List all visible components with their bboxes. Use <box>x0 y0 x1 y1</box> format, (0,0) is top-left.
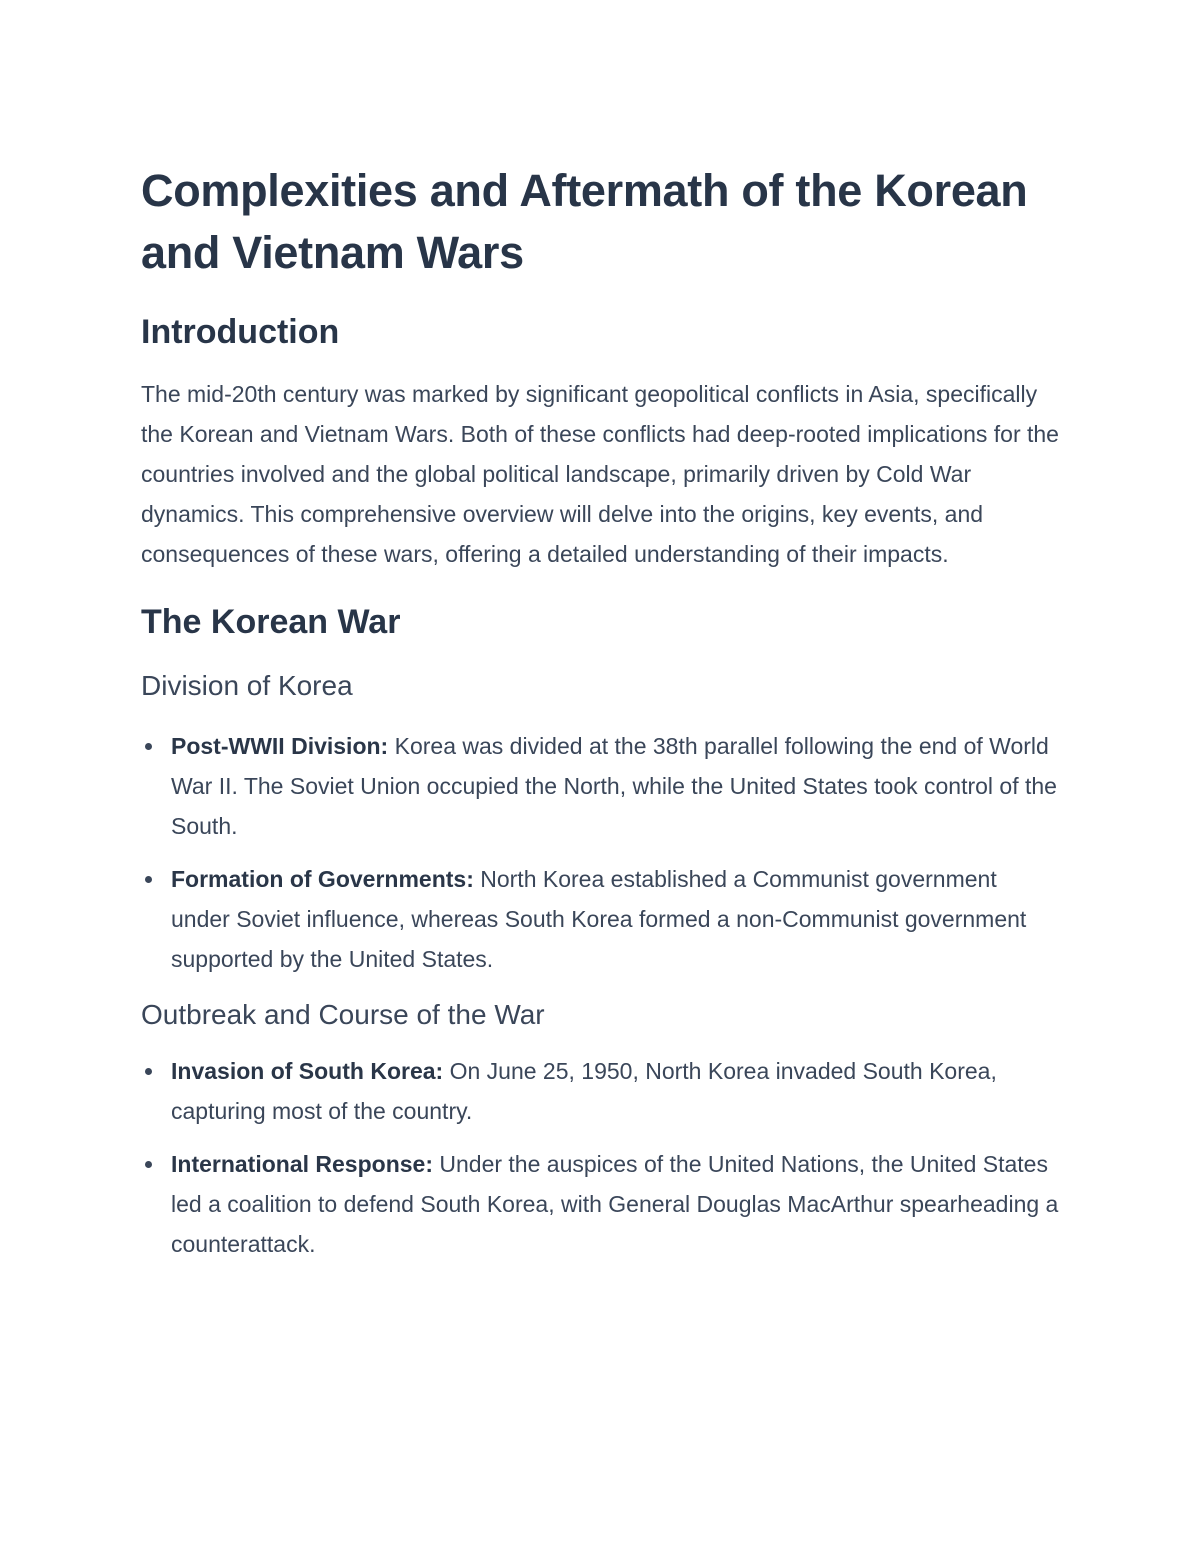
list-item-term: Post-WWII Division: <box>171 733 389 759</box>
list-item-text: On June 25, 1950, North Korea invaded South Korea, capturing most of the country. <box>171 1058 997 1124</box>
introduction-paragraph: The mid-20th century was marked by significant geopolitical conflicts in Asia, specifically the Korean and Vietnam Wars. Both of these conflicts had deep-rooted implications for the countries involved and the global political landscape, primarily driven by Cold War dynamics. This comprehensive overview will delve into the origins, key events, and consequences of these wars, offering a detailed understanding of their impacts. <box>141 381 1059 567</box>
list-item-text: Under the auspices of the United Nations, the United States led a coalition to defend South Korea, with General Douglas MacArthur spearheading a counterattack. <box>171 1151 1059 1257</box>
division-of-korea-heading: Division of Korea <box>141 670 353 701</box>
document-page <box>141 160 1061 1264</box>
introduction-heading: Introduction <box>141 313 340 351</box>
korean-war-heading: The Korean War <box>141 603 401 641</box>
outbreak-list <box>141 1051 1061 1264</box>
bullet-icon <box>145 743 152 750</box>
outbreak-heading: Outbreak and Course of the War <box>141 999 545 1030</box>
list-item-term: Invasion of South Korea: <box>171 1058 444 1084</box>
list-item-text: Korea was divided at the 38th parallel following the end of World War II. The Soviet Union occupied the North, while the United States took control of the South. <box>171 733 1057 839</box>
bullet-icon <box>145 1161 152 1168</box>
list-item <box>141 1144 1061 1264</box>
list-item-text: North Korea established a Communist government under Soviet influence, whereas South Korea formed a non-Communist government supported by the United States. <box>171 866 1027 972</box>
bullet-icon <box>145 1068 152 1075</box>
list-item-term: International Response: <box>171 1151 433 1177</box>
document-title: Complexities and Aftermath of the Korean and Vietnam Wars <box>141 165 1028 278</box>
list-item <box>141 726 1061 846</box>
list-item <box>141 1051 1061 1131</box>
division-list <box>141 726 1061 979</box>
bullet-icon <box>145 876 152 883</box>
list-item-term: Formation of Governments: <box>171 866 474 892</box>
list-item <box>141 859 1061 979</box>
